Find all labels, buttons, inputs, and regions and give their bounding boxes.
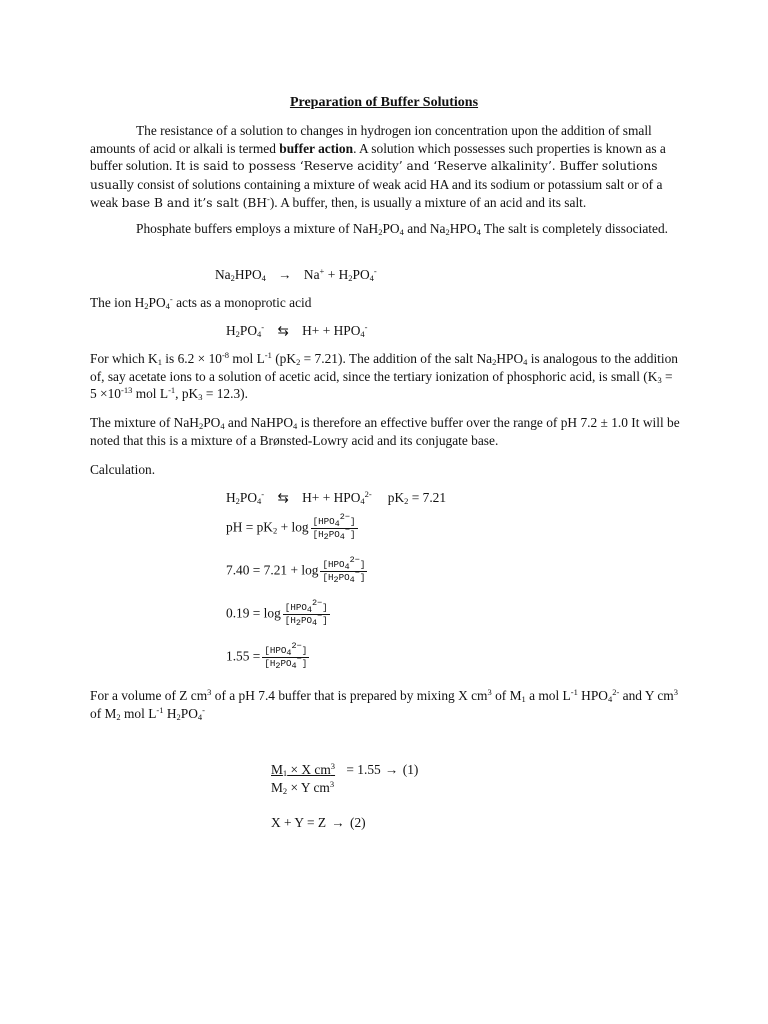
ion-line: The ion $H_2PO_4^-$ acts as a monoprotic acid (90, 294, 312, 311)
equation-substituted: 7.40 = 7.21 + log [ $HPO_4^{2-}$ ] [ $H_2PO_4^-$ ] (226, 559, 367, 584)
ratio-fraction: [ $HPO_4^{2-}$ ] [ $H_2PO_4^-$ ] (311, 516, 358, 541)
ratio-fraction: [ $HPO_4^{2-}$ ] [ $H_2PO_4^-$ ] (283, 602, 330, 627)
equation-ratio: 1.55 = [ $HPO_4^{2-}$ ] [ $H_2PO_4^-$ ] (226, 645, 309, 670)
equation-monoprotic: $H_2PO_4^-$ ⇆ $H+ + HPO_4^-$ (226, 322, 368, 339)
ratio-fraction: [ $HPO_4^{2-}$ ] [ $H_2PO_4^-$ ] (320, 559, 367, 584)
phosphate-paragraph: Phosphate buffers employs a mixture of $NaH_2PO_4$ and $Na_2HPO_4$ The salt is completely dissociated. (136, 221, 668, 237)
intro-paragraph: The resistance of a solution to changes in hydrogen ion concentration upon the addition of small amounts of acid or alkali is termed buffer action. A solution which possesses such properties is known as a buffer solution. It is said to possess ‘Reserve acidity’ and ‘Reserve alkalinity’. Buffer solutions usually consist of solutions containing a mixture of weak acid HA and its sodium or potassium salt or of a weak base B and it’s salt (BH-). A buffer, then, is usually a mixture of an acid and its salt. (90, 123, 666, 210)
page-title: Preparation of Buffer Solutions (289, 95, 479, 110)
equation-volume-sum: X + Y = Z → (2) (271, 815, 366, 830)
k1-paragraph: For which $K_1$ is $6.2 \times 10^{-8}$ mol $L^{-1}$ $(pK_2 = 7.21)$. The addition of the salt $Na_2HPO_4$ is analogous to the addition of, say acetate ions to a solution of acetic acid, since the tertiary ionization of phosphoric acid, is small ($K_3 = 5 \times 10^{-13}$ mol $L^{-1}$, $pK_3 = 12.3$). (90, 350, 679, 402)
volume-paragraph: For a volume of Z $cm^3$ of a pH 7.4 buffer that is prepared by mixing X $cm^3$ of $M_1$ a mol $L^{-1}$ $HPO_4^{2-}$ and Y $cm^3$ of $M_2$ mol $L^{-1}$ $H_2PO_4^-$ (90, 687, 678, 722)
equation-dissociation: $Na_2HPO_4 \to Na^+ + H_2PO_4^-$ (215, 266, 377, 283)
equation-henderson: pH = $pK_2 + \log$ [ $HPO_4^{2-}$ ] [ $H_2PO_4^-$ ] (226, 516, 358, 541)
calculation-label: Calculation. (90, 462, 156, 477)
equation-pk2: $H_2PO_4^-$ ⇆ $H+ + HPO_4^{2-}$ $pK_2 = 7.21$ (226, 489, 447, 506)
equation-molar-ratio: $\frac{M_1 \times X cm^3}{M_2 \times Y cm^3}$ = 1.55 → (1) (271, 761, 419, 796)
ratio-fraction: [ $HPO_4^{2-}$ ] [ $H_2PO_4^-$ ] (262, 645, 309, 670)
equation-log: 0.19 = log [ $HPO_4^{2-}$ ] [ $H_2PO_4^-$ ] (226, 602, 330, 627)
mixture-paragraph: The mixture of $NaH_2PO_4$ and NaHPO$_4$ is therefore an effective buffer over the range of pH 7.2 ± 1.0 It will be noted that this is a mixture of a Brønsted-Lowry acid and its conjugate base. (90, 415, 680, 448)
